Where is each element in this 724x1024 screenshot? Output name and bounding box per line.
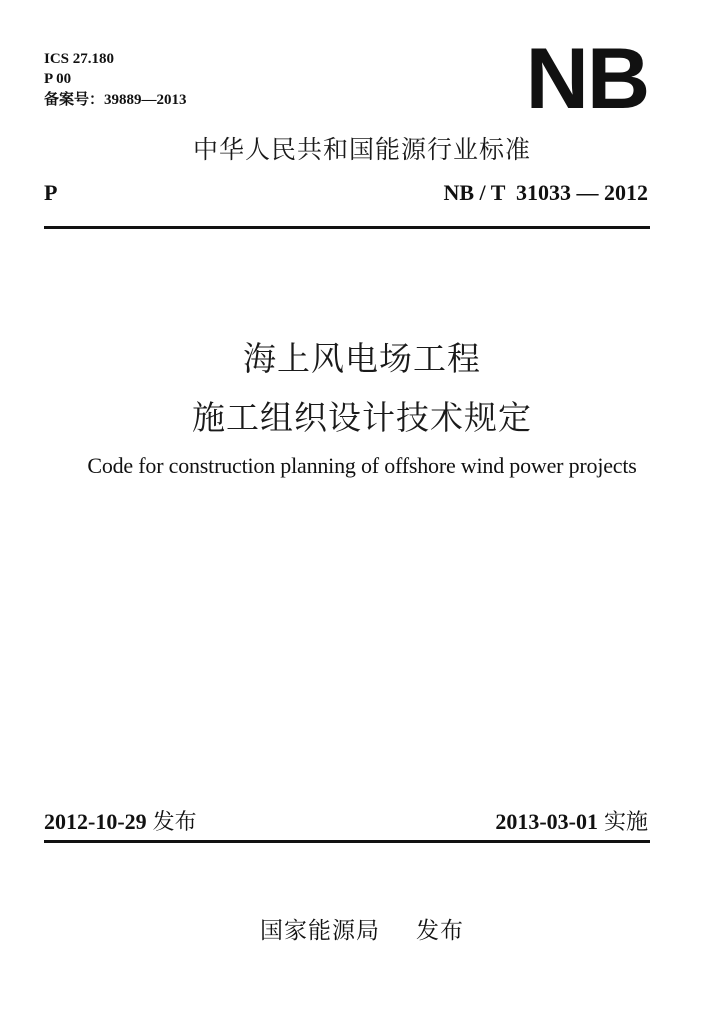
release-date-value: 2012-10-29 <box>44 809 147 834</box>
category-code: P <box>44 180 58 205</box>
publisher <box>0 912 724 945</box>
bottom-divider <box>44 840 650 843</box>
record-number <box>44 90 187 109</box>
industry-standard-heading: 中华人民共和国能源行业标准 <box>192 135 531 164</box>
implementation-label: 实施 <box>603 810 648 835</box>
implementation-date-value: 2013-03-01 <box>495 809 598 834</box>
title-cn-line-2: 施工组织设计技术规定 <box>192 398 532 437</box>
record-value: 39889—2013 <box>104 92 187 108</box>
title-en: Code for construction planning of offshore wind power projects <box>87 453 637 478</box>
release-label: 发布 <box>152 810 197 835</box>
top-divider <box>44 226 650 229</box>
classification-code: P 00 <box>44 71 72 87</box>
publisher-action: 发布 <box>416 918 464 944</box>
record-label: 备案号： <box>44 90 105 108</box>
title-cn-line-1: 海上风电场工程 <box>243 339 481 378</box>
standard-number: NB / T 31033 — 2012 <box>443 180 648 205</box>
implementation-date <box>495 805 648 836</box>
ics-code: ICS 27.180 <box>44 51 115 67</box>
nb-logo: NB <box>525 31 648 127</box>
publisher-name: 国家能源局 <box>260 918 380 944</box>
release-date <box>44 805 197 836</box>
